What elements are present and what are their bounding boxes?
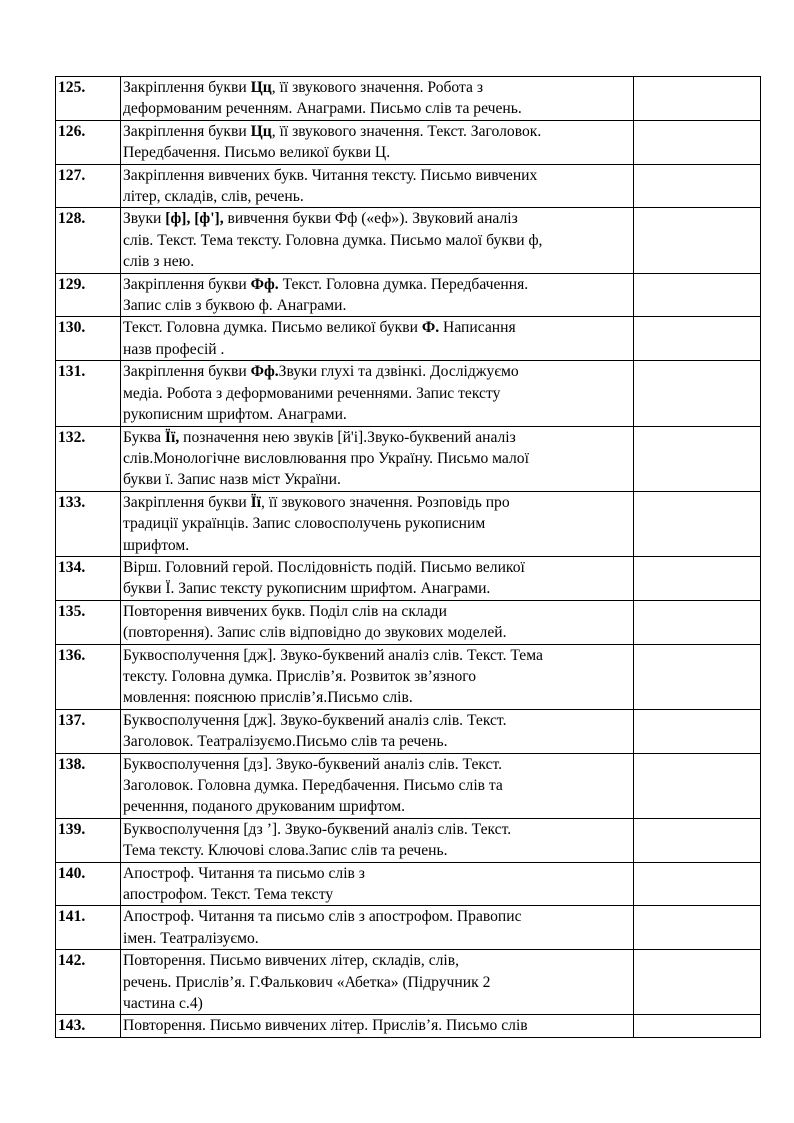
- lesson-topic: [121, 1015, 634, 1037]
- topic-text-fragment: букви ї. Запис назв міст України.: [123, 471, 341, 489]
- topic-line: [123, 710, 630, 731]
- topic-text-fragment: Буквосполучення [дз]. Звуко-буквений аналіз слів. Текст.: [123, 755, 503, 773]
- table-row: [56, 1015, 761, 1037]
- topic-text-fragment: , її звукового значення. Робота з: [271, 79, 484, 96]
- lesson-number: 138.: [56, 753, 121, 818]
- topic-line: [123, 863, 630, 884]
- lesson-topic: [121, 950, 634, 1015]
- topic-line: [123, 427, 630, 448]
- topic-text-fragment: частина с.4): [123, 995, 203, 1013]
- lesson-topic: [121, 317, 634, 361]
- table-row: [56, 317, 761, 361]
- topic-bold-fragment: Фф.: [250, 275, 279, 293]
- topic-text-fragment: Буквосполучення [дз ’]. Звуко-буквений аналіз слів. Текст.: [123, 820, 512, 838]
- lesson-topic: [121, 164, 634, 208]
- lesson-number: 136.: [56, 644, 121, 709]
- lesson-number: 126.: [56, 120, 121, 164]
- table-row: [56, 273, 761, 317]
- table-row: [56, 120, 761, 164]
- lesson-number: 129.: [56, 273, 121, 317]
- topic-text-fragment: позначення нею звуків [й'і].Звуко-буквений аналіз: [179, 428, 516, 446]
- lesson-topic: [121, 426, 634, 491]
- topic-line: [123, 492, 630, 513]
- lesson-topic: [121, 753, 634, 818]
- topic-line: [123, 884, 630, 905]
- topic-line: [123, 928, 630, 949]
- topic-line: [123, 77, 630, 98]
- topic-text-fragment: (повторення). Запис слів відповідно до звукових моделей.: [123, 624, 507, 642]
- lesson-number: 128.: [56, 208, 121, 273]
- notes-cell: [634, 556, 761, 600]
- table-row: [56, 77, 761, 121]
- topic-line: [123, 578, 630, 599]
- lesson-topic: [121, 77, 634, 121]
- table-row: [56, 753, 761, 818]
- topic-line: [123, 208, 630, 229]
- topic-line: [123, 295, 630, 316]
- notes-cell: [634, 491, 761, 556]
- table-row: [56, 600, 761, 644]
- topic-line: [123, 906, 630, 927]
- topic-text-fragment: Буквосполучення [дж]. Звуко-буквений аналіз слів. Текст. Тема: [123, 646, 543, 664]
- notes-cell: [634, 77, 761, 121]
- table-row: [56, 818, 761, 862]
- topic-text-fragment: мовлення: пояснюю прислів’я.Письмо слів.: [123, 689, 413, 707]
- lesson-number: 135.: [56, 600, 121, 644]
- topic-text-fragment: слів. Текст. Тема тексту. Головна думка. Письмо малої букви ф,: [123, 231, 543, 249]
- topic-text-fragment: традиції українців. Запис словосполучень рукописним: [123, 515, 486, 533]
- lesson-number: 143.: [56, 1015, 121, 1037]
- topic-text-fragment: деформованим реченням. Анаграми. Письмо слів та речень.: [123, 100, 522, 118]
- topic-text-fragment: Апостроф. Читання та письмо слів з: [123, 864, 365, 882]
- topic-bold-fragment: Ф.: [421, 319, 440, 337]
- topic-line: [123, 230, 630, 251]
- topic-text-fragment: слів з нею.: [123, 253, 195, 271]
- topic-text-fragment: , її звукового значення. Текст. Заголовок.: [271, 122, 542, 140]
- topic-line: [123, 535, 630, 556]
- lesson-topic: [121, 120, 634, 164]
- topic-bold-fragment: Її,: [164, 428, 180, 446]
- topic-text-fragment: Закріплення букви: [123, 275, 251, 293]
- topic-text-fragment: шрифтом.: [123, 536, 190, 554]
- topic-text-fragment: Текст. Головна думка. Письмо великої букви: [123, 319, 422, 337]
- topic-text-fragment: Закріплення букви: [123, 493, 251, 511]
- topic-line: [123, 666, 630, 687]
- lesson-topic: [121, 208, 634, 273]
- topic-text-fragment: Повторення вивчених букв. Поділ слів на склади: [123, 602, 447, 620]
- topic-text-fragment: , її звукового значення. Розповідь про: [260, 493, 510, 511]
- topic-bold-fragment: [ф], [ф'],: [165, 210, 224, 228]
- topic-line: [123, 754, 630, 775]
- topic-text-fragment: Заголовок. Головна думка. Передбачення. Письмо слів та: [123, 777, 503, 794]
- lesson-number: 125.: [56, 77, 121, 121]
- notes-cell: [634, 164, 761, 208]
- notes-cell: [634, 317, 761, 361]
- notes-cell: [634, 862, 761, 906]
- topic-line: [123, 383, 630, 404]
- lesson-number: 133.: [56, 491, 121, 556]
- topic-text-fragment: букви Ї. Запис тексту рукописним шрифтом. Анаграми.: [123, 580, 491, 598]
- lesson-number: 141.: [56, 906, 121, 950]
- table-row: [56, 208, 761, 273]
- topic-text-fragment: медіа. Робота з деформованими реченнями. Запис тексту: [123, 384, 501, 402]
- lesson-number: 130.: [56, 317, 121, 361]
- notes-cell: [634, 753, 761, 818]
- lesson-topic: [121, 818, 634, 862]
- lesson-topic: [121, 644, 634, 709]
- topic-line: [123, 165, 630, 186]
- topic-line: [123, 796, 630, 817]
- topic-line: [123, 687, 630, 708]
- topic-line: [123, 622, 630, 643]
- topic-text-fragment: Повторення. Письмо вивчених літер, складів, слів,: [123, 952, 460, 970]
- lesson-topic: [121, 862, 634, 906]
- table-row: [56, 644, 761, 709]
- lesson-number: 132.: [56, 426, 121, 491]
- topic-line: [123, 513, 630, 534]
- topic-line: [123, 775, 630, 796]
- topic-line: [123, 186, 630, 207]
- topic-line: [123, 645, 630, 666]
- topic-text-fragment: тексту. Головна думка. Прислів’я. Розвиток зв’язного: [123, 667, 477, 685]
- notes-cell: [634, 906, 761, 950]
- lesson-topic: [121, 273, 634, 317]
- topic-text-fragment: Закріплення букви: [123, 79, 251, 96]
- topic-line: [123, 142, 630, 163]
- lesson-number: 140.: [56, 862, 121, 906]
- topic-line: [123, 840, 630, 861]
- topic-text-fragment: Апостроф. Читання та письмо слів з апострофом. Правопис: [123, 908, 522, 926]
- notes-cell: [634, 1015, 761, 1037]
- notes-cell: [634, 950, 761, 1015]
- topic-text-fragment: вивчення букви Фф («еф»). Звуковий аналіз: [223, 210, 518, 228]
- topic-line: [123, 448, 630, 469]
- lesson-number: 127.: [56, 164, 121, 208]
- table-row: [56, 361, 761, 426]
- topic-text-fragment: Вірш. Головний герой. Послідовність подій. Письмо великої: [123, 558, 525, 576]
- topic-line: [123, 317, 630, 338]
- table-row: [56, 426, 761, 491]
- topic-text-fragment: назв професій .: [123, 340, 225, 358]
- topic-text-fragment: імен. Театралізуємо.: [123, 929, 259, 947]
- topic-line: [123, 274, 630, 295]
- topic-text-fragment: Повторення. Письмо вивчених літер. Прислів’я. Письмо слів: [123, 1017, 528, 1035]
- topic-text-fragment: Передбачення. Письмо великої букви Ц.: [123, 144, 391, 162]
- topic-line: [123, 251, 630, 272]
- topic-text-fragment: Буквосполучення [дж]. Звуко-буквений аналіз слів. Текст.: [123, 711, 507, 729]
- notes-cell: [634, 426, 761, 491]
- lesson-topic: [121, 556, 634, 600]
- topic-text-fragment: речень. Прислів’я. Г.Фалькович «Абетка» (Підручник 2: [123, 973, 491, 991]
- topic-line: [123, 361, 630, 382]
- table-row: [56, 556, 761, 600]
- topic-bold-fragment: Її: [250, 493, 261, 511]
- topic-bold-fragment: Цц: [250, 79, 272, 96]
- topic-text-fragment: Закріплення вивчених букв. Читання тексту. Письмо вивчених: [123, 166, 538, 184]
- notes-cell: [634, 600, 761, 644]
- topic-line: [123, 557, 630, 578]
- table-row: [56, 862, 761, 906]
- lesson-number: 142.: [56, 950, 121, 1015]
- topic-text-fragment: слів.Монологічне висловлювання про Україну. Письмо малої: [123, 449, 529, 467]
- topic-text-fragment: Закріплення букви: [123, 363, 251, 381]
- notes-cell: [634, 120, 761, 164]
- table-row: [56, 906, 761, 950]
- topic-bold-fragment: Цц: [250, 122, 272, 140]
- topic-line: [123, 819, 630, 840]
- notes-cell: [634, 818, 761, 862]
- topic-line: [123, 993, 630, 1014]
- topic-text-fragment: Запис слів з буквою ф. Анаграми.: [123, 297, 347, 315]
- lesson-plan-table: [55, 76, 761, 1038]
- topic-line: [123, 121, 630, 142]
- topic-line: [123, 731, 630, 752]
- topic-line: [123, 972, 630, 993]
- topic-line: [123, 469, 630, 490]
- lesson-topic: [121, 361, 634, 426]
- topic-text-fragment: рукописним шрифтом. Анаграми.: [123, 406, 347, 424]
- lesson-number: 139.: [56, 818, 121, 862]
- notes-cell: [634, 208, 761, 273]
- topic-text-fragment: апострофом. Текст. Тема тексту: [123, 886, 334, 904]
- topic-text-fragment: Заголовок. Театралізуємо.Письмо слів та речень.: [123, 733, 448, 751]
- topic-bold-fragment: Фф.: [250, 363, 279, 381]
- notes-cell: [634, 273, 761, 317]
- lesson-topic: [121, 709, 634, 753]
- lesson-topic: [121, 600, 634, 644]
- topic-line: [123, 339, 630, 360]
- topic-text-fragment: Тема тексту. Ключові слова.Запис слів та речень.: [123, 842, 448, 860]
- table-row: [56, 950, 761, 1015]
- table-row: [56, 491, 761, 556]
- topic-text-fragment: Закріплення букви: [123, 122, 251, 140]
- topic-text-fragment: Звуки: [123, 210, 166, 228]
- lesson-topic: [121, 491, 634, 556]
- topic-text-fragment: Текст. Головна думка. Передбачення.: [278, 275, 529, 293]
- lesson-number: 137.: [56, 709, 121, 753]
- topic-line: [123, 950, 630, 971]
- topic-text-fragment: Написання: [439, 319, 516, 337]
- lesson-number: 131.: [56, 361, 121, 426]
- table-row: [56, 164, 761, 208]
- lesson-table-body: [56, 77, 761, 1038]
- table-row: [56, 709, 761, 753]
- topic-line: [123, 98, 630, 119]
- lesson-number: 134.: [56, 556, 121, 600]
- topic-line: [123, 601, 630, 622]
- topic-text-fragment: Звуки глухі та дзвінкі. Досліджуємо: [278, 363, 519, 381]
- topic-text-fragment: літер, складів, слів, речень.: [123, 188, 304, 206]
- topic-line: [123, 404, 630, 425]
- topic-text-fragment: Буква: [123, 428, 165, 446]
- notes-cell: [634, 644, 761, 709]
- topic-text-fragment: реченння, поданого друкованим шрифтом.: [123, 798, 406, 816]
- notes-cell: [634, 709, 761, 753]
- topic-line: [123, 1015, 630, 1036]
- lesson-topic: [121, 906, 634, 950]
- notes-cell: [634, 361, 761, 426]
